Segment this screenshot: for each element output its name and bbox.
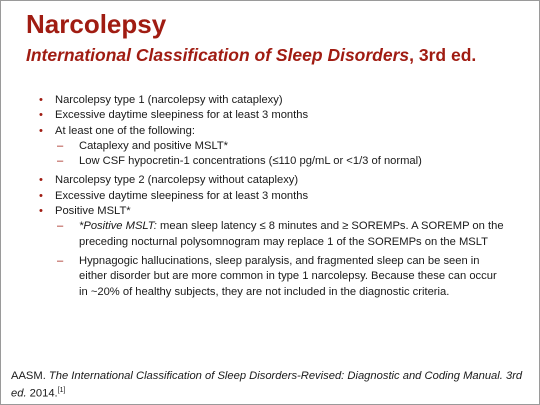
dash-marker: –	[57, 254, 64, 267]
sub-bullet-item	[39, 139, 507, 154]
bullet-text: Narcolepsy type 2 (narcolepsy without cataplexy)	[55, 174, 299, 187]
bullet-marker: •	[39, 205, 43, 218]
subtitle-rest: , 3rd ed.	[409, 45, 477, 65]
bullet-marker: •	[39, 189, 43, 202]
bullet-text: At least one of the following:	[55, 124, 195, 137]
dash-marker: –	[57, 220, 64, 233]
bullet-item	[39, 93, 507, 108]
bullet-text: Excessive daytime sleepiness for at least 3 months	[55, 109, 309, 122]
bullet-marker: •	[39, 94, 43, 106]
citation-title: The International Classification of Sleep Disorders-Revised: Diagnostic and Coding Manual. 3rd ed.	[11, 370, 523, 400]
msl-definition-label: *Positive MSLT:	[79, 220, 157, 233]
bullet-list	[39, 93, 507, 300]
bullet-marker: •	[39, 174, 43, 187]
bullet-text: Narcolepsy type 1 (narcolepsy with cataplexy)	[55, 94, 283, 106]
subtitle-italic: International Classification of Sleep Disorders	[26, 45, 410, 65]
bullet-text: Excessive daytime sleepiness for at least 3 months	[55, 189, 309, 202]
sub-bullet-item	[39, 254, 507, 300]
bullet-item	[39, 189, 507, 204]
bullet-marker: •	[39, 124, 43, 137]
sub-bullet-item	[39, 154, 507, 169]
bullet-item	[39, 108, 507, 123]
bullet-text: Positive MSLT*	[55, 205, 131, 218]
sub-bullet-text: Hypnagogic hallucinations, sleep paralysis, and fragmented sleep can be seen in either disorder but are more common in type 1 narcolepsy. Because these can occur in ~20% of healthy subjects, they are not included in the diagnostic criteria.	[79, 254, 497, 298]
sub-bullet-text: Low CSF hypocretin-1 concentrations (≤110 pg/mL or <1/3 of normal)	[79, 155, 422, 168]
citation	[11, 369, 526, 401]
slide-title: Narcolepsy	[26, 9, 167, 39]
citation-suffix: 2014.	[26, 387, 58, 400]
msl-definition-text: mean sleep latency ≤ 8 minutes and ≥ SOREMPs. A SOREMP on the preceding nocturnal polysomnogram may replace 1 of the SOREMPs on the MSLT	[79, 220, 504, 248]
sub-bullet-item	[39, 219, 507, 250]
bullet-item	[39, 204, 507, 219]
bullet-item	[39, 124, 507, 139]
bullet-marker: •	[39, 109, 43, 122]
sub-bullet-text: Cataplexy and positive MSLT*	[79, 139, 229, 152]
bullet-item	[39, 173, 507, 188]
citation-prefix: AASM.	[11, 370, 49, 382]
slide-subtitle	[26, 43, 476, 67]
dash-marker: –	[57, 139, 64, 152]
dash-marker: –	[57, 155, 64, 168]
citation-ref: [1]	[57, 386, 66, 394]
